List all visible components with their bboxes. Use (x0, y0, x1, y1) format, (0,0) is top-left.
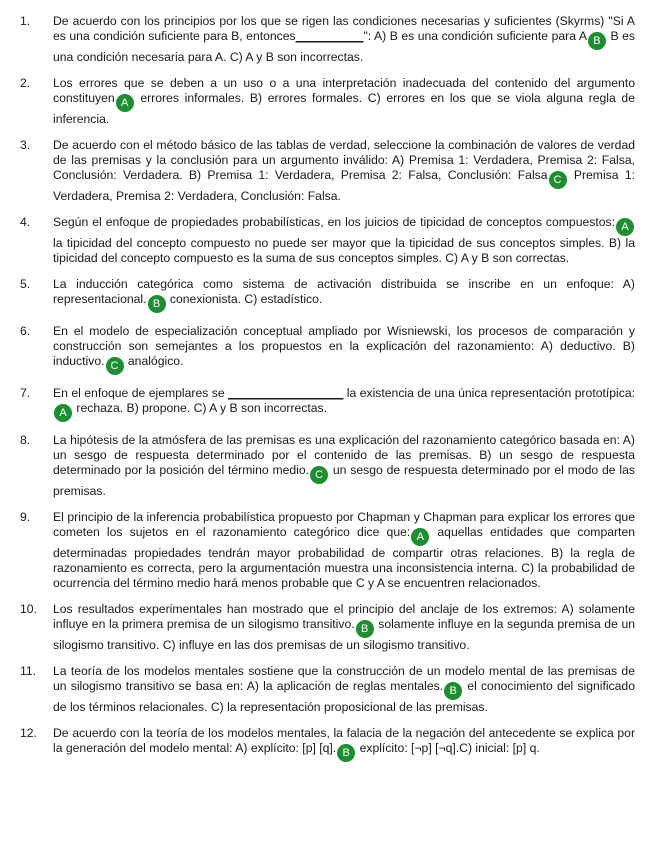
selected-answer-mark: B (444, 682, 462, 700)
question-2 (16, 76, 635, 127)
selected-answer-mark: A (116, 94, 134, 112)
question-stem: La inducción categórica como sistema de activación distribuida se inscribe en un enfoque: A) representacional. (53, 277, 635, 306)
question-text (53, 602, 635, 653)
question-remaining-options: aquellas entidades que comparten determinadas propiedades tendrán mayor probabilidad de compartir otras relaciones. B) la regla de razonamiento es correcta, pero la argumentación muestra una inconsistencia interna. C) la probabilidad de ocurrencia del término medio hará menos probable que C y A se encuentren relacionados. (53, 525, 635, 590)
question-number: 6. (20, 324, 31, 338)
question-remaining-options: B es una condición necesaria para A. C) A y B son incorrectas. (53, 29, 635, 64)
question-stem: En el modelo de especialización conceptual ampliado por Wisniewski, los procesos de comparación y construcción son semejantes a los propuestos en la explicación del razonamiento: A) deductivo. B) inductivo. (53, 324, 635, 368)
question-remaining-options: analógico. (124, 354, 184, 368)
selected-answer-mark: A (411, 528, 429, 546)
question-stem: La hipótesis de la atmósfera de las premisas es una explicación del razonamiento categórico basada en: A) un sesgo de respuesta determinado por el contenido de las premisas. B) un sesgo de respuesta determinado por la posición del término medio. (53, 433, 635, 477)
question-3 (16, 138, 635, 204)
question-remaining-options: Premisa 1: Verdadera, Premisa 2: Verdadera, Conclusión: Falsa. (53, 168, 635, 203)
question-text (53, 386, 635, 422)
question-remaining-options: explícito: [¬p] [¬q].C) inicial: [p] q. (356, 741, 540, 755)
question-stem: En el enfoque de ejemplares se (53, 386, 225, 400)
question-9 (16, 510, 635, 591)
question-11 (16, 664, 635, 715)
question-text (53, 664, 635, 715)
question-8 (16, 433, 635, 499)
question-number: 5. (20, 277, 31, 291)
question-number: 10. (20, 602, 37, 616)
question-number: 4. (20, 215, 31, 229)
selected-answer-mark: B (588, 32, 606, 50)
question-text (53, 510, 635, 591)
question-stem: De acuerdo con el método básico de las tablas de verdad, seleccione la combinación de valores de verdad de las premisas y la conclusión para un argumento inválido: A) Premisa 1: Verdadera, Premisa 2: Falsa, Conclusión: Verdadera. B) Premisa 1: Verdadera, Premisa 2: Falsa, Conclusión: Falsa (53, 138, 635, 182)
selected-answer-mark: A (54, 404, 72, 422)
question-remaining-options: rechaza. B) propone. C) A y B son incorrectas. (73, 401, 328, 415)
question-number: 9. (20, 510, 31, 524)
question-remaining-options: la tipicidad del concepto compuesto no puede ser mayor que la tipicidad de sus conceptos simples. B) la tipicidad del concepto compuesto es la suma de sus conceptos simples. C) A y B son correctas. (53, 236, 635, 265)
selected-answer-mark: A (616, 218, 634, 236)
question-1 (16, 14, 635, 65)
selected-answer-mark: C (549, 171, 567, 189)
selected-answer-mark: B (356, 620, 374, 638)
question-number: 12. (20, 726, 37, 740)
question-7 (16, 386, 635, 422)
question-number: 2. (20, 76, 31, 90)
question-stem: Los errores que se deben a un uso o a una interpretación inadecuada del contenido del argumento constituyen (53, 76, 635, 105)
question-text (53, 215, 635, 266)
answer-blank: __________ (295, 29, 364, 43)
question-remaining-options: errores informales. B) errores formales. C) errores en los que se viola alguna regla de inferencia. (53, 91, 635, 126)
answer-blank: _________________ (228, 386, 344, 400)
selected-answer-mark: C (310, 466, 328, 484)
question-stem-continued: ": A) B es una condición suficiente para A (363, 29, 587, 43)
question-5 (16, 277, 635, 313)
question-stem: El principio de la inferencia probabilística propuesto por Chapman y Chapman para explicar los errores que cometen los sujetos en el razonamiento categórico dice que: (53, 510, 635, 539)
question-text (53, 726, 635, 762)
question-12 (16, 726, 635, 762)
selected-answer-mark: C (106, 357, 124, 375)
question-number: 7. (20, 386, 31, 400)
question-stem: La teoría de los modelos mentales sostiene que la construcción de un modelo mental de las premisas de un silogismo transitivo se basa en: A) la aplicación de reglas mentales. (53, 664, 635, 693)
question-number: 1. (20, 14, 31, 28)
question-stem-continued: la existencia de una única representación prototípica: (343, 386, 636, 400)
question-remaining-options: el conocimiento del significado de los términos relacionales. C) la representación proposicional de las premisas. (53, 679, 635, 714)
question-stem: De acuerdo con la teoría de los modelos mentales, la falacia de la negación del antecedente se explica por la generación del modelo mental: A) explícito: [p] [q]. (53, 726, 635, 755)
question-remaining-options: un sesgo de respuesta determinado por el modo de las premisas. (53, 463, 635, 498)
question-text (53, 433, 635, 499)
question-text (53, 76, 635, 127)
question-number: 3. (20, 138, 31, 152)
question-text (53, 277, 635, 313)
question-number: 11. (20, 664, 37, 678)
selected-answer-mark: B (148, 295, 166, 313)
question-stem: De acuerdo con los principios por los que se rigen las condiciones necesarias y suficientes (Skyrms) "Si A es una condición suficiente para B, entonces (53, 14, 635, 43)
question-stem: Los resultados experimentales han mostrado que el principio del anclaje de los extremos: A) solamente influye en la primera premisa de un silogismo transitivo. (53, 602, 635, 631)
question-4 (16, 215, 635, 266)
question-remaining-options: solamente influye en la segunda premisa de un silogismo transitivo. C) influye en las dos premisas de un silogismo transitivo. (53, 617, 635, 652)
question-6 (16, 324, 635, 375)
question-10 (16, 602, 635, 653)
question-text (53, 324, 635, 375)
question-remaining-options: conexionista. C) estadístico. (166, 292, 323, 306)
question-text (53, 14, 635, 65)
question-text (53, 138, 635, 204)
selected-answer-mark: B (337, 744, 355, 762)
question-number: 8. (20, 433, 31, 447)
question-stem: Según el enfoque de propiedades probabilísticas, en los juicios de tipicidad de conceptos compuestos: (53, 215, 615, 229)
